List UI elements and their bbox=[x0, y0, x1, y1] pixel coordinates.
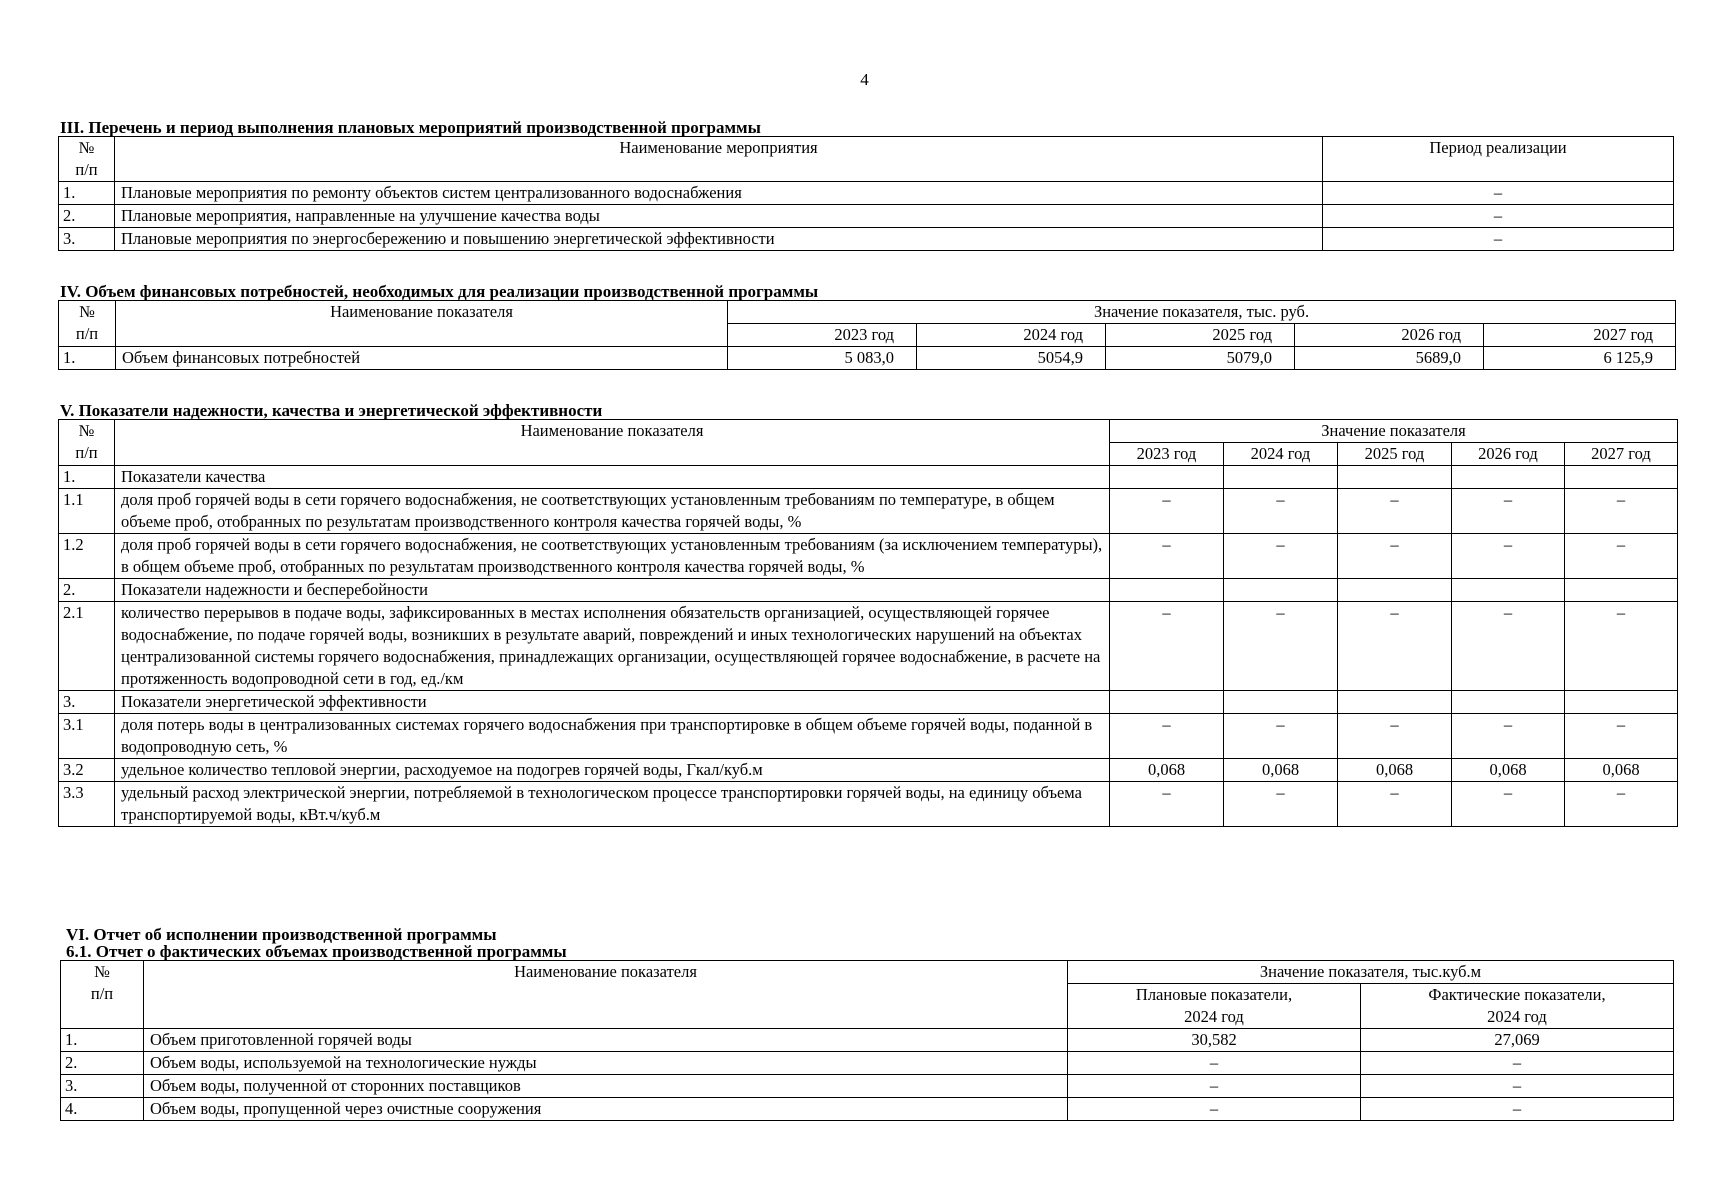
row-value: – bbox=[1224, 782, 1338, 827]
row-value: 5054,9 bbox=[917, 347, 1106, 370]
row-value bbox=[1338, 579, 1452, 602]
finance-table bbox=[58, 300, 1676, 370]
table-header bbox=[61, 961, 1674, 984]
row-name: Объем воды, используемой на технологические нужды bbox=[144, 1052, 1068, 1075]
row-value: 0,068 bbox=[1338, 759, 1452, 782]
row-value: – bbox=[1452, 782, 1565, 827]
row-name: Показатели энергетической эффективности bbox=[115, 691, 1110, 714]
table-row bbox=[59, 782, 1678, 827]
row-number: 1. bbox=[61, 1029, 144, 1052]
year-header: 2025 год bbox=[1106, 324, 1295, 347]
indicators-table bbox=[58, 419, 1678, 827]
row-value: – bbox=[1565, 782, 1678, 827]
row-value: – bbox=[1565, 489, 1678, 534]
row-value: – bbox=[1452, 714, 1565, 759]
row-value: – bbox=[1338, 782, 1452, 827]
row-number: 2.1 bbox=[59, 602, 115, 691]
row-value bbox=[1224, 579, 1338, 602]
row-value: – bbox=[1452, 534, 1565, 579]
row-value bbox=[1110, 691, 1224, 714]
row-plan: 30,582 bbox=[1068, 1029, 1361, 1052]
row-name: Объем приготовленной горячей воды bbox=[144, 1029, 1068, 1052]
row-value: 0,068 bbox=[1224, 759, 1338, 782]
table-row bbox=[59, 579, 1678, 602]
row-value: – bbox=[1110, 602, 1224, 691]
col-value: Значение показателя, тыс.куб.м bbox=[1068, 961, 1674, 984]
row-value: – bbox=[1338, 534, 1452, 579]
row-name: Плановые мероприятия по энергосбережению и повышению энергетической эффективности bbox=[115, 228, 1323, 251]
row-value: – bbox=[1452, 489, 1565, 534]
table-row bbox=[59, 759, 1678, 782]
table-row bbox=[61, 1052, 1674, 1075]
col-number: № п/п bbox=[59, 137, 115, 182]
row-value: – bbox=[1565, 534, 1678, 579]
row-value bbox=[1565, 466, 1678, 489]
row-value bbox=[1110, 466, 1224, 489]
row-number: 1. bbox=[59, 182, 115, 205]
year-header: 2023 год bbox=[1110, 443, 1224, 466]
row-number: 3. bbox=[59, 228, 115, 251]
row-number: 3. bbox=[61, 1075, 144, 1098]
row-period: – bbox=[1323, 205, 1674, 228]
row-value: – bbox=[1110, 782, 1224, 827]
row-number: 3.1 bbox=[59, 714, 115, 759]
row-name: доля потерь воды в централизованных системах горячего водоснабжения при транспортировке в общем объеме горячей воды, поданной в водопроводную сеть, % bbox=[115, 714, 1110, 759]
section-6 bbox=[66, 926, 1674, 1121]
table-header bbox=[59, 420, 1678, 443]
table-row bbox=[59, 691, 1678, 714]
row-name: Объем воды, полученной от сторонних поставщиков bbox=[144, 1075, 1068, 1098]
col-number: № п/п bbox=[61, 961, 144, 1029]
section-6-title: VI. Отчет об исполнении производственной программы bbox=[66, 925, 497, 944]
row-name: Показатели качества bbox=[115, 466, 1110, 489]
table-header bbox=[59, 137, 1674, 182]
row-value: – bbox=[1224, 489, 1338, 534]
indicators-body bbox=[59, 466, 1678, 827]
section-5-title: V. Показатели надежности, качества и энергетической эффективности bbox=[60, 401, 603, 420]
row-value bbox=[1452, 579, 1565, 602]
section-3 bbox=[60, 119, 1674, 251]
row-value: 0,068 bbox=[1110, 759, 1224, 782]
col-name: Наименование показателя bbox=[144, 961, 1068, 1029]
row-value bbox=[1565, 579, 1678, 602]
row-value: – bbox=[1110, 489, 1224, 534]
table-row bbox=[59, 466, 1678, 489]
table-row bbox=[59, 182, 1674, 205]
row-number: 2. bbox=[59, 579, 115, 602]
table-row bbox=[59, 602, 1678, 691]
row-fact: – bbox=[1361, 1075, 1674, 1098]
row-number: 2. bbox=[59, 205, 115, 228]
row-value bbox=[1452, 466, 1565, 489]
row-name: удельное количество тепловой энергии, расходуемое на подогрев горячей воды, Гкал/куб.м bbox=[115, 759, 1110, 782]
col-name: Наименование показателя bbox=[116, 301, 728, 347]
row-name: удельный расход электрической энергии, потребляемой в технологическом процессе транспортировки горячей воды, на единицу объема транспортируемой воды, кВт.ч/куб.м bbox=[115, 782, 1110, 827]
row-value: 6 125,9 bbox=[1484, 347, 1676, 370]
section-3-title: III. Перечень и период выполнения плановых мероприятий производственной программы bbox=[60, 118, 761, 137]
row-value bbox=[1338, 466, 1452, 489]
row-value: – bbox=[1224, 714, 1338, 759]
year-header: 2026 год bbox=[1452, 443, 1565, 466]
table-row bbox=[59, 714, 1678, 759]
row-value: – bbox=[1338, 489, 1452, 534]
row-plan: – bbox=[1068, 1075, 1361, 1098]
row-value bbox=[1565, 691, 1678, 714]
row-value bbox=[1110, 579, 1224, 602]
row-number: 4. bbox=[61, 1098, 144, 1121]
row-name: Плановые мероприятия, направленные на улучшение качества воды bbox=[115, 205, 1323, 228]
row-value: – bbox=[1110, 714, 1224, 759]
table-row bbox=[61, 1075, 1674, 1098]
table-row bbox=[59, 205, 1674, 228]
row-value: – bbox=[1565, 602, 1678, 691]
table-row bbox=[59, 347, 1676, 370]
col-name: Наименование мероприятия bbox=[115, 137, 1323, 182]
table-row bbox=[59, 489, 1678, 534]
row-number: 1.1 bbox=[59, 489, 115, 534]
row-value bbox=[1452, 691, 1565, 714]
row-value: 5689,0 bbox=[1295, 347, 1484, 370]
row-period: – bbox=[1323, 228, 1674, 251]
year-header: 2023 год bbox=[728, 324, 917, 347]
row-value bbox=[1224, 466, 1338, 489]
row-fact: – bbox=[1361, 1098, 1674, 1121]
row-number: 1. bbox=[59, 466, 115, 489]
row-name: Плановые мероприятия по ремонту объектов систем централизованного водоснабжения bbox=[115, 182, 1323, 205]
table-row bbox=[61, 1029, 1674, 1052]
table-row bbox=[59, 228, 1674, 251]
year-header: 2027 год bbox=[1565, 443, 1678, 466]
row-value bbox=[1224, 691, 1338, 714]
row-value: – bbox=[1565, 714, 1678, 759]
row-fact: 27,069 bbox=[1361, 1029, 1674, 1052]
col-name: Наименование показателя bbox=[115, 420, 1110, 466]
row-value: – bbox=[1224, 534, 1338, 579]
report-table bbox=[60, 960, 1674, 1121]
row-value: – bbox=[1452, 602, 1565, 691]
row-number: 2. bbox=[61, 1052, 144, 1075]
row-number: 3.2 bbox=[59, 759, 115, 782]
row-fact: – bbox=[1361, 1052, 1674, 1075]
row-name: Показатели надежности и бесперебойности bbox=[115, 579, 1110, 602]
row-value: 5079,0 bbox=[1106, 347, 1295, 370]
col-value: Значение показателя, тыс. руб. bbox=[728, 301, 1676, 324]
col-value: Значение показателя bbox=[1110, 420, 1678, 443]
table-row bbox=[59, 534, 1678, 579]
row-value: – bbox=[1224, 602, 1338, 691]
year-header: 2027 год bbox=[1484, 324, 1676, 347]
row-plan: – bbox=[1068, 1098, 1361, 1121]
year-header: 2025 год bbox=[1338, 443, 1452, 466]
row-value: – bbox=[1338, 602, 1452, 691]
row-value: 0,068 bbox=[1452, 759, 1565, 782]
col-number: № п/п bbox=[59, 420, 115, 466]
row-name: Объем воды, пропущенной через очистные сооружения bbox=[144, 1098, 1068, 1121]
row-number: 1. bbox=[59, 347, 116, 370]
section-5 bbox=[60, 402, 1678, 827]
section-4-title: IV. Объем финансовых потребностей, необходимых для реализации производственной программы bbox=[60, 282, 819, 301]
year-header: 2024 год bbox=[1224, 443, 1338, 466]
row-name: доля проб горячей воды в сети горячего водоснабжения, не соответствующих установленным требованиям по температуре, в общем объеме проб, отобранных по результатам производственного контроля качества горячей воды, % bbox=[115, 489, 1110, 534]
section-6-subtitle: 6.1. Отчет о фактических объемах производственной программы bbox=[66, 942, 567, 961]
section-4 bbox=[60, 283, 1676, 370]
row-value: 0,068 bbox=[1565, 759, 1678, 782]
col-plan: Плановые показатели, 2024 год bbox=[1068, 984, 1361, 1029]
row-value bbox=[1338, 691, 1452, 714]
row-name: доля проб горячей воды в сети горячего водоснабжения, не соответствующих установленным требованиям (за исключением температуры), в общем объеме проб, отобранных по результатам производственного контроля качества горячей воды, % bbox=[115, 534, 1110, 579]
row-value: 5 083,0 bbox=[728, 347, 917, 370]
table-header bbox=[59, 301, 1676, 324]
row-name: Объем финансовых потребностей bbox=[116, 347, 728, 370]
year-header: 2026 год bbox=[1295, 324, 1484, 347]
row-number: 3. bbox=[59, 691, 115, 714]
row-plan: – bbox=[1068, 1052, 1361, 1075]
row-name: количество перерывов в подаче воды, зафиксированных в местах исполнения обязательств организацией, осуществляющей горячее водоснабжение, по подаче горячей воды, возникших в результате аварий, повреждений и иных технологических нарушений на объектах централизованной системы горячего водоснабжения, принадлежащих организации, осуществляющей горячее водоснабжение, в расчете на протяженность водопроводной сети в год, ед./км bbox=[115, 602, 1110, 691]
col-number: № п/п bbox=[59, 301, 116, 347]
table-row bbox=[61, 1098, 1674, 1121]
row-period: – bbox=[1323, 182, 1674, 205]
row-number: 3.3 bbox=[59, 782, 115, 827]
col-period: Период реализации bbox=[1323, 137, 1674, 182]
measures-table bbox=[58, 136, 1674, 251]
row-value: – bbox=[1110, 534, 1224, 579]
row-value: – bbox=[1338, 714, 1452, 759]
page-number: 4 bbox=[860, 70, 869, 89]
row-number: 1.2 bbox=[59, 534, 115, 579]
year-header: 2024 год bbox=[917, 324, 1106, 347]
col-fact: Фактические показатели, 2024 год bbox=[1361, 984, 1674, 1029]
